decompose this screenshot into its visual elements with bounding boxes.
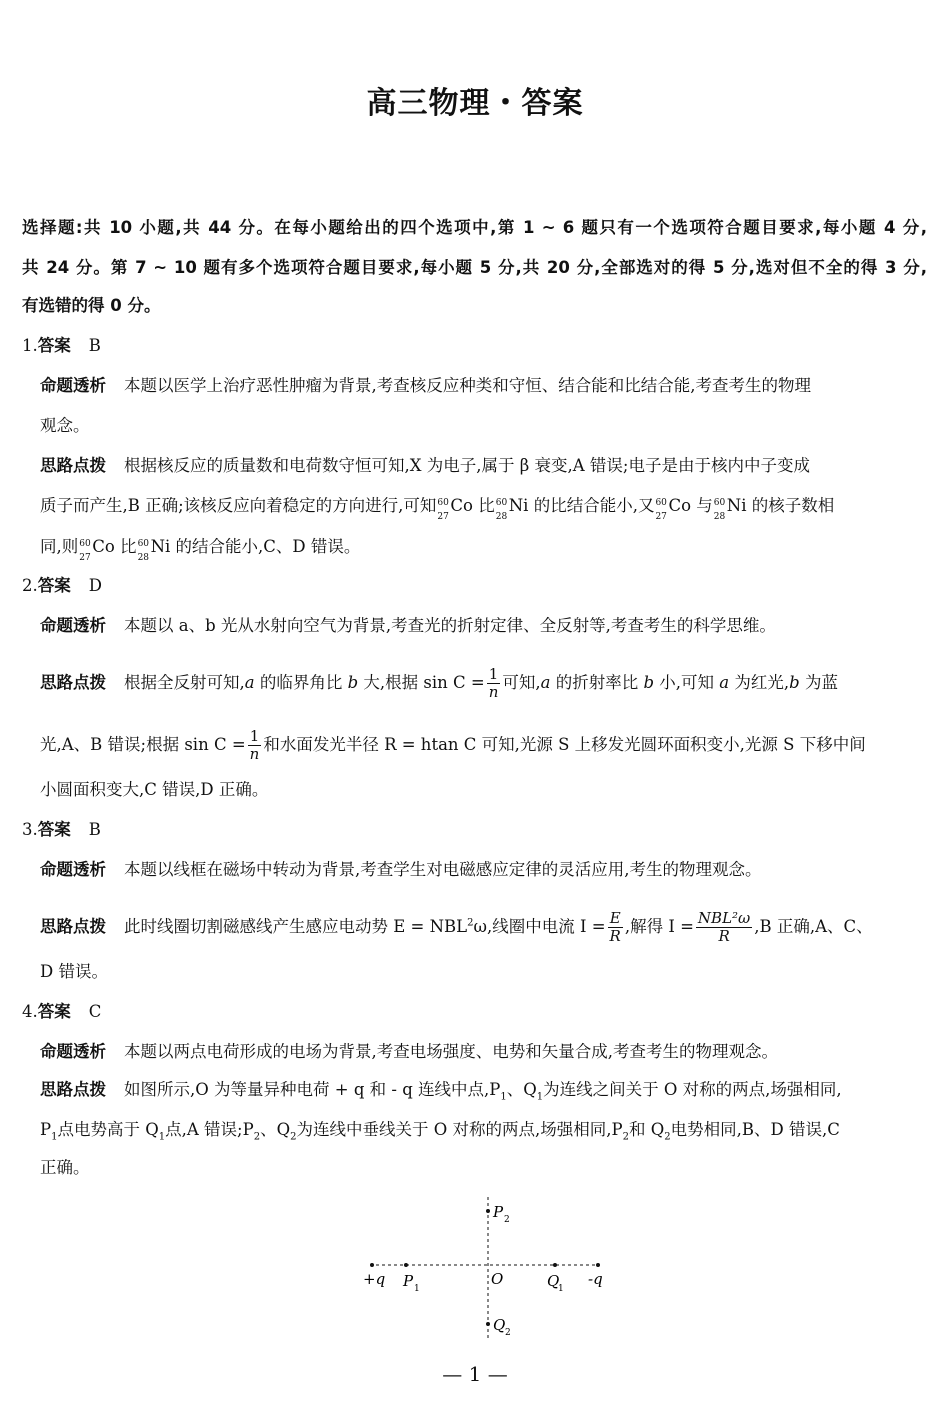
- p1-label: P: [403, 1272, 414, 1290]
- ni-charge-3: 28: [137, 553, 150, 563]
- q4-hint-text-3: 为连线之间关于 O 对称的两点,场强相同,: [543, 1080, 842, 1099]
- co-charge-3: 27: [79, 553, 91, 563]
- fraction-1-over-n: [487, 666, 501, 701]
- q1-hint-text-4: Ni 的比结合能小,又: [508, 496, 655, 515]
- ni-isotope: [495, 496, 509, 522]
- q2-hint-text-5: 的折射率比: [555, 673, 639, 692]
- q2-hint-text-7: 为红光,: [734, 673, 790, 692]
- p1-sub: 1: [414, 1284, 420, 1294]
- q2-hint-row-3: 小圆面积变大,C 错误,D 正确。: [40, 780, 269, 799]
- q1-hint-label: 思路点拨: [40, 456, 106, 475]
- q2-intent-text: 本题以 a、b 光从水射向空气为背景,考查光的折射定律、全反射等,考查考生的科学思维。: [124, 616, 776, 635]
- q2-hint-text-8: 为蓝: [804, 673, 838, 692]
- ni-isotope-2: [713, 496, 727, 522]
- var-a: a: [244, 673, 255, 692]
- q1-answer-value: B: [88, 336, 101, 355]
- var-b: b: [347, 673, 359, 692]
- q4-hint-label: 思路点拨: [40, 1080, 106, 1099]
- q2-hint-text-3: 大,根据 sin C =: [363, 673, 485, 692]
- ni-mass: 60: [495, 498, 508, 508]
- q2-hint-text-9: 光,A、B 错误;根据 sin C =: [40, 735, 246, 754]
- q4-answer-value: C: [88, 1002, 102, 1021]
- fraction-current: [696, 910, 752, 945]
- q4-intent-text: 本题以两点电荷形成的电场为背景,考查电场强度、电势和矢量合成,考查考生的物理观念。: [124, 1042, 778, 1061]
- co-mass: 60: [437, 498, 449, 508]
- fraction-e-over-r: [608, 910, 623, 945]
- minus-charge-dot: [596, 1263, 600, 1267]
- q1-dot: [553, 1263, 557, 1267]
- p2-sub: 2: [504, 1215, 510, 1225]
- q4-hint-text-7: 、Q: [260, 1120, 291, 1139]
- q2-hint-label: 思路点拨: [40, 673, 106, 692]
- q4-hint-text-5: 点电势高于 Q: [57, 1120, 159, 1139]
- sub-2c: 2: [622, 1131, 629, 1143]
- q1-intent-text-1: 本题以医学上治疗恶性肿瘤为背景,考查核反应种类和守恒、结合能和比结合能,考查考生的物理: [124, 376, 811, 395]
- q2-intent-label: 命题透析: [40, 616, 106, 635]
- q3-answer-row: [22, 820, 101, 840]
- q1-sub: 1: [558, 1284, 564, 1294]
- q2-hint-text-2: 的临界角比: [259, 673, 343, 692]
- var-a-3: a: [719, 673, 730, 692]
- p2-label: P: [493, 1203, 504, 1221]
- q4-hint-row-2: [40, 1120, 840, 1143]
- page-number: — 1 —: [442, 1362, 508, 1386]
- intro-line-3: 有选错的得 0 分。: [22, 296, 161, 315]
- q2-hint-text-4: 可知,: [502, 673, 541, 692]
- q1-number: 1.: [22, 336, 38, 355]
- sub-1c: 1: [51, 1131, 58, 1143]
- q4-hint-text-4: P: [40, 1120, 52, 1139]
- q2-sub: 2: [505, 1328, 511, 1338]
- q1-answer-label: 答案: [37, 336, 71, 355]
- co-mass-3: 60: [79, 539, 91, 549]
- co-isotope-2: [654, 496, 668, 522]
- q1-hint-text-2: 质子而产生,B 正确;该核反应向着稳定的方向进行,可知: [40, 496, 437, 515]
- sub-1: 1: [500, 1091, 507, 1103]
- p2-dot: [486, 1209, 490, 1213]
- q4-intent-row: [40, 1042, 778, 1062]
- q4-answer-row: [22, 1002, 101, 1022]
- ni-charge: 28: [495, 512, 508, 522]
- sub-2b: 2: [290, 1131, 297, 1143]
- q1-intent-label: 命题透析: [40, 376, 106, 395]
- q2-answer-label: 答案: [37, 576, 71, 595]
- charge-diagram: [360, 1195, 610, 1345]
- var-a-2: a: [540, 673, 551, 692]
- q4-hint-row-1: [40, 1080, 842, 1103]
- q4-answer-label: 答案: [37, 1002, 71, 1021]
- q4-hint-text-1: 如图所示,O 为等量异种电荷 + q 和 - q 连线中点,P: [124, 1080, 501, 1099]
- co-charge: 27: [437, 512, 449, 522]
- q1-hint-row-3: [40, 537, 361, 563]
- minus-q-label: -q: [588, 1270, 603, 1288]
- q3-answer-label: 答案: [37, 820, 71, 839]
- q4-hint-text-6: 点,A 错误;P: [165, 1120, 254, 1139]
- q3-intent-text: 本题以线框在磁场中转动为背景,考查学生对电磁感应定律的灵活应用,考生的物理观念。: [124, 860, 762, 879]
- plus-q-label: +q: [363, 1270, 386, 1288]
- q3-hint-text-3: ,解得 I =: [624, 917, 694, 936]
- frac-num-2: 1: [248, 728, 262, 746]
- q1-hint-text-8: Co 比: [92, 537, 137, 556]
- var-b-2: b: [643, 673, 655, 692]
- q2-hint-row-2: [40, 728, 866, 763]
- frac-den-2: n: [249, 745, 260, 763]
- q3-hint-text-2: ω,线圈中电流 I =: [473, 917, 606, 936]
- q1-hint-text-3: Co 比: [450, 496, 495, 515]
- plus-charge-dot: [370, 1263, 374, 1267]
- q2-intent-row: [40, 616, 776, 636]
- q4-number: 4.: [22, 1002, 38, 1021]
- q1-hint-text-6: Ni 的核子数相: [726, 496, 835, 515]
- q3-hint-row-2: D 错误。: [40, 962, 108, 981]
- frac-nbl: NBL²ω: [697, 909, 751, 927]
- ni-isotope-3: [137, 537, 151, 563]
- q1-label: Q: [547, 1272, 560, 1290]
- sub-2: 2: [253, 1131, 261, 1143]
- q2-answer-row: [22, 576, 102, 596]
- q4-hint-row-3: 正确。: [40, 1158, 90, 1177]
- intro-line-2: 共 24 分。第 7 ~ 10 题有多个选项符合题目要求,每小题 5 分,共 20 分,全部选对的得 5 分,选对但不全的得 3 分,: [22, 258, 927, 277]
- q3-hint-row-1: [40, 910, 873, 945]
- q3-number: 3.: [22, 820, 38, 839]
- ni-mass-3: 60: [137, 539, 150, 549]
- frac-den: n: [488, 683, 499, 701]
- o-label: O: [491, 1270, 504, 1288]
- q1-hint-text-5: Co 与: [668, 496, 713, 515]
- fraction-1-over-n-2: [248, 728, 262, 763]
- co-mass-2: 60: [655, 498, 667, 508]
- frac-num: 1: [487, 666, 501, 684]
- q4-hint-text-2: 、Q: [506, 1080, 537, 1099]
- sub-1d: 1: [158, 1131, 166, 1143]
- p1-dot: [404, 1263, 408, 1267]
- q3-hint-text-4: ,B 正确,A、C、: [754, 917, 873, 936]
- q2-hint-text-1: 根据全反射可知,: [124, 673, 245, 692]
- intro-line-1: 选择题:共 10 小题,共 44 分。在每小题给出的四个选项中,第 1 ~ 6 题只有一个选项符合题目要求,每小题 4 分,: [22, 218, 927, 237]
- q1-hint-text-7: 同,则: [40, 537, 79, 556]
- co-charge-2: 27: [655, 512, 667, 522]
- frac-r-2: R: [718, 927, 730, 945]
- frac-e: E: [609, 909, 621, 927]
- var-b-3: b: [789, 673, 800, 692]
- q2-hint-text-6: 小,可知: [659, 673, 715, 692]
- frac-r: R: [609, 927, 621, 945]
- sub-1b: 1: [536, 1091, 544, 1103]
- q2-dot: [486, 1322, 490, 1326]
- q2-answer-value: D: [88, 576, 102, 595]
- ni-charge-2: 28: [713, 512, 726, 522]
- page-title: 高三物理・答案: [366, 86, 584, 121]
- q3-intent-label: 命题透析: [40, 860, 106, 879]
- q3-hint-text-1: 此时线圈切割磁感线产生感应电动势 E = NBL: [124, 917, 468, 936]
- q1-intent-row: [40, 376, 928, 396]
- q1-answer-row: [22, 336, 101, 356]
- exponent: 2: [467, 917, 474, 929]
- q3-answer-value: B: [88, 820, 101, 839]
- sub-2d: 2: [664, 1131, 671, 1143]
- co-isotope-3: [78, 537, 92, 563]
- q4-hint-text-10: 电势相同,B、D 错误,C: [670, 1120, 840, 1139]
- q1-hint-row-2: [40, 496, 835, 522]
- q2-hint-text-10: 和水面发光半径 R = htan C 可知,光源 S 上移发光圆环面积变小,光源 S 下移中间: [263, 735, 866, 754]
- q1-hint-text-1: 根据核反应的质量数和电荷数守恒可知,X 为电子,属于 β 衰变,A 错误;电子是由于核内中子变成: [124, 456, 810, 475]
- co-isotope: [436, 496, 450, 522]
- q1-hint-text-9: Ni 的结合能小,C、D 错误。: [150, 537, 361, 556]
- q2-label: Q: [493, 1316, 506, 1334]
- q1-intent-text-2: 观念。: [40, 416, 90, 435]
- q3-intent-row: [40, 860, 762, 880]
- q3-hint-label: 思路点拨: [40, 917, 106, 936]
- q4-intent-label: 命题透析: [40, 1042, 106, 1061]
- ni-mass-2: 60: [713, 498, 726, 508]
- q2-number: 2.: [22, 576, 38, 595]
- q2-hint-row-1: [40, 666, 838, 701]
- q1-hint-row-1: [40, 456, 810, 476]
- q4-hint-text-8: 为连线中垂线关于 O 对称的两点,场强相同,P: [296, 1120, 623, 1139]
- q4-hint-text-9: 和 Q: [628, 1120, 665, 1139]
